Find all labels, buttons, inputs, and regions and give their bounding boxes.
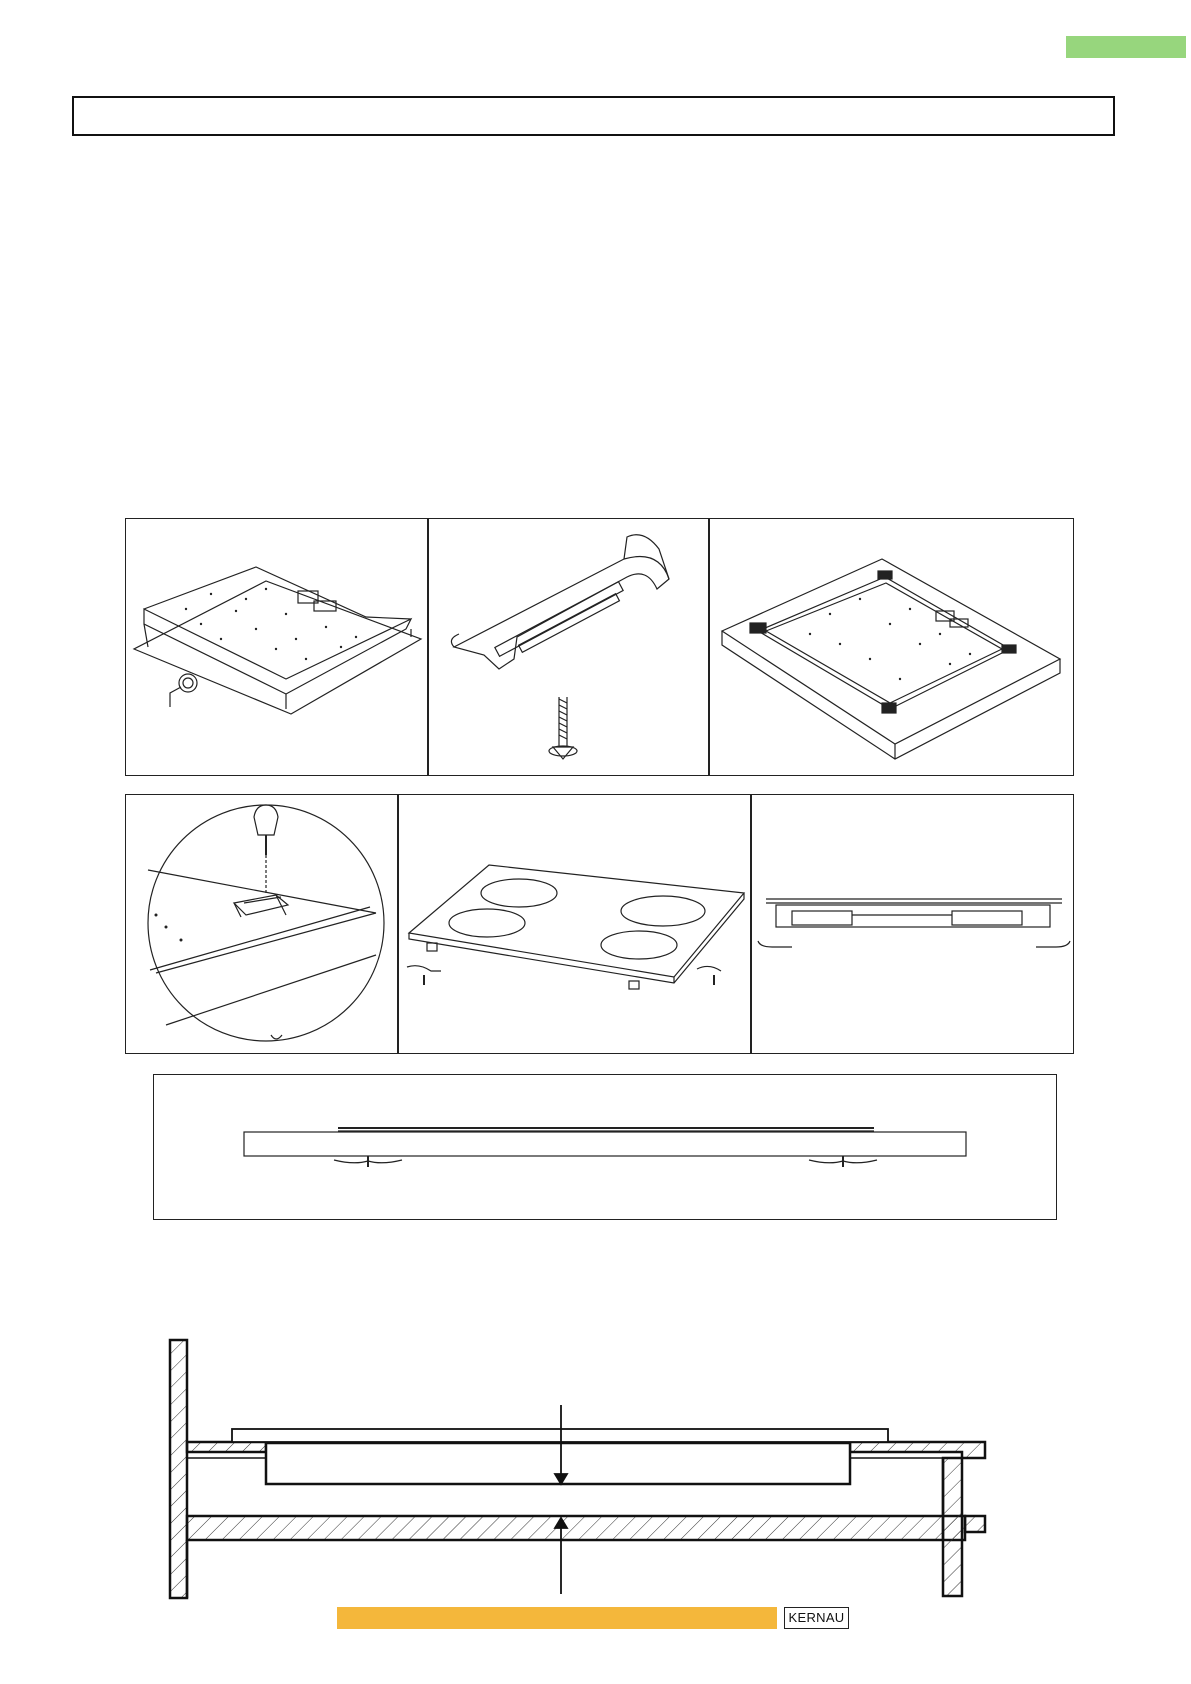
figure-hob-underside xyxy=(125,518,428,776)
language-tab xyxy=(1066,36,1186,58)
worktop-section-icon xyxy=(154,1075,1057,1220)
figure-worktop-section xyxy=(153,1074,1057,1220)
hob-in-worktop-icon xyxy=(710,519,1074,776)
screwdriver-bracket-detail-icon xyxy=(126,795,398,1054)
bracket-screw-icon xyxy=(429,519,709,776)
hob-side-view-icon xyxy=(752,795,1074,1054)
hob-four-zones-icon xyxy=(399,795,751,1054)
installation-section-diagram xyxy=(160,1330,1000,1602)
footer-bar xyxy=(337,1607,777,1629)
figure-hob-side-view xyxy=(751,794,1074,1054)
figure-hob-in-worktop xyxy=(709,518,1074,776)
hob-underside-icon xyxy=(126,519,428,776)
figure-hob-top-view xyxy=(398,794,751,1054)
figure-bracket-and-screw xyxy=(428,518,709,776)
figure-screwing-bracket xyxy=(125,794,398,1054)
brand-label: KERNAU xyxy=(784,1607,849,1629)
section-title-box xyxy=(72,96,1115,136)
